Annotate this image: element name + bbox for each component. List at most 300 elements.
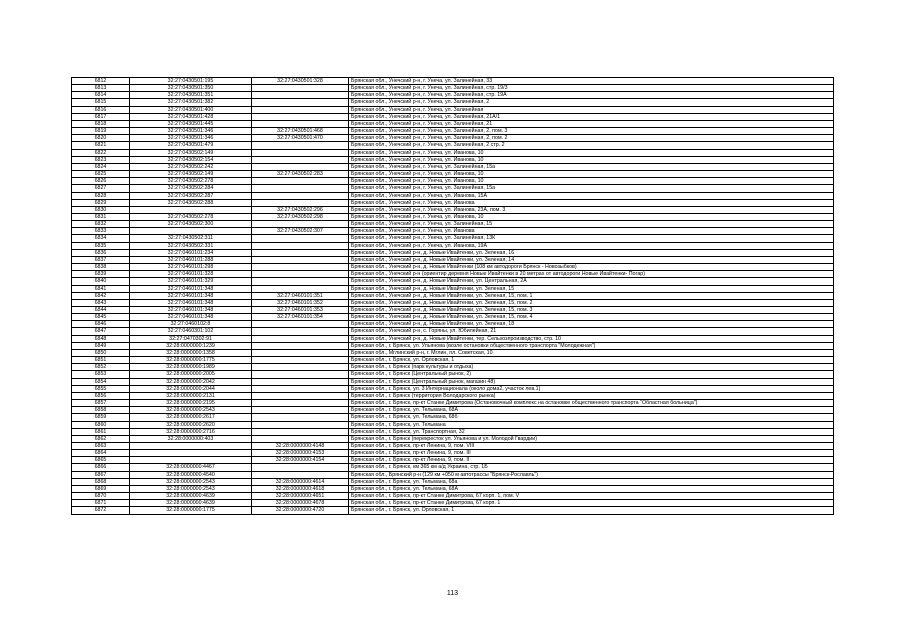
- address-cell: Брянская обл., Унечский р-н, г. Унеча, ул. Залинейная, 33: [349, 78, 834, 85]
- table-row: [72, 507, 834, 514]
- land-cadastral-number-cell: [130, 450, 252, 457]
- row-number-cell: 6867: [72, 471, 130, 478]
- page-number: 113: [446, 590, 459, 597]
- row-number-cell: 6872: [72, 507, 130, 514]
- row-number-cell: 6840: [72, 278, 130, 285]
- address-cell: Брянская обл., Унечский р-н, г. Унеча, ул. Залинейная, 15а: [349, 163, 834, 170]
- row-number-cell: 6850: [72, 349, 130, 356]
- building-cadastral-number-cell: [252, 199, 349, 206]
- row-number-cell: 6864: [72, 450, 130, 457]
- land-cadastral-number-cell: 32:28:0000000:403: [130, 435, 252, 442]
- table-row: [72, 342, 834, 349]
- table-row: [72, 264, 834, 271]
- land-cadastral-number-cell: 32:27:0430502:149: [130, 149, 252, 156]
- building-cadastral-number-cell: 32:27:0430501:468: [252, 128, 349, 135]
- address-cell: Брянская обл., Брянский р-н (129 км +050 м автотрассы "Брянск-Рославль"): [349, 471, 834, 478]
- row-number-cell: 6835: [72, 242, 130, 249]
- building-cadastral-number-cell: 32:28:0000000:4618: [252, 485, 349, 492]
- building-cadastral-number-cell: [252, 349, 349, 356]
- land-cadastral-number-cell: 32:28:0000000:4639: [130, 493, 252, 500]
- address-cell: Брянская обл., г. Брянск, ул. Ульянова (возле остановки общественного транспорта "Молодежная"): [349, 342, 834, 349]
- row-number-cell: 6815: [72, 99, 130, 106]
- table-row: [72, 235, 834, 242]
- table-row: [72, 328, 834, 335]
- building-cadastral-number-cell: [252, 285, 349, 292]
- address-cell: Брянская обл., г. Брянск (Центральный рынок, магазин 48): [349, 378, 834, 385]
- building-cadastral-number-cell: [252, 235, 349, 242]
- table-row: [72, 106, 834, 113]
- table-row: [72, 113, 834, 120]
- row-number-cell: 6852: [72, 364, 130, 371]
- row-number-cell: 6824: [72, 163, 130, 170]
- row-number-cell: 6822: [72, 149, 130, 156]
- building-cadastral-number-cell: [252, 414, 349, 421]
- land-cadastral-number-cell: [130, 206, 252, 213]
- address-cell: Брянская обл., г. Брянск, пр-кт Станке Димитрова, 67 корп. 1: [349, 500, 834, 507]
- land-cadastral-number-cell: 32:28:0000000:1989: [130, 364, 252, 371]
- land-cadastral-number-cell: 32:27:0430502:278: [130, 178, 252, 185]
- row-number-cell: 6863: [72, 442, 130, 449]
- building-cadastral-number-cell: [252, 221, 349, 228]
- land-cadastral-number-cell: 32:27:0430502:311: [130, 235, 252, 242]
- table-row: [72, 371, 834, 378]
- address-cell: Брянская обл., г. Брянск, пр-кт Ленина, 9, пом. VIII: [349, 442, 834, 449]
- address-cell: Брянская обл., Унечский р-н, д. Новые Ивайтенки, тер. Сельхозпроизводство, стр. 10: [349, 335, 834, 342]
- building-cadastral-number-cell: [252, 178, 349, 185]
- building-cadastral-number-cell: [252, 328, 349, 335]
- address-cell: Брянская обл., г. Брянск, км 365 км а/д Украина, стр. 1Б: [349, 464, 834, 471]
- building-cadastral-number-cell: [252, 435, 349, 442]
- building-cadastral-number-cell: 32:27:0460101:351: [252, 292, 349, 299]
- land-cadastral-number-cell: 32:27:0430502:242: [130, 163, 252, 170]
- address-cell: Брянская обл., Унечский р-н (ориентир деревня Новые Ивайтенки в 20 метрах от автодороги Новые Ивайтенки- Погар): [349, 271, 834, 278]
- address-cell: Брянская обл., Унечский р-н, г. Унеча, ул. Иванова, 10: [349, 171, 834, 178]
- row-number-cell: 6826: [72, 178, 130, 185]
- table-row: [72, 450, 834, 457]
- table-row: [72, 464, 834, 471]
- land-cadastral-number-cell: 32:27:0460101:348: [130, 314, 252, 321]
- address-cell: Брянская обл., Унечский р-н, д. Новые Ивайтенки, ул. Зеленая, 18: [349, 321, 834, 328]
- building-cadastral-number-cell: [252, 357, 349, 364]
- table-row: [72, 221, 834, 228]
- land-cadastral-number-cell: 32:28:0000000:1775: [130, 507, 252, 514]
- building-cadastral-number-cell: [252, 335, 349, 342]
- table-row: [72, 92, 834, 99]
- table-row: [72, 171, 834, 178]
- building-cadastral-number-cell: [252, 92, 349, 99]
- table-row: [72, 256, 834, 263]
- land-cadastral-number-cell: [130, 442, 252, 449]
- row-number-cell: 6828: [72, 192, 130, 199]
- address-cell: Брянская обл., г. Брянск, ул. Тельмана, 68а: [349, 478, 834, 485]
- land-cadastral-number-cell: 32:27:0430502:149: [130, 171, 252, 178]
- row-number-cell: 6819: [72, 128, 130, 135]
- row-number-cell: 6818: [72, 120, 130, 127]
- building-cadastral-number-cell: 32:28:0000000:4678: [252, 500, 349, 507]
- land-cadastral-number-cell: 32:28:0000000:2044: [130, 385, 252, 392]
- address-cell: Брянская обл., Унечский р-н, д. Новые Ивайтенки, ул. Зеленая, 15, пом. 1: [349, 292, 834, 299]
- table-row: [72, 435, 834, 442]
- row-number-cell: 6833: [72, 228, 130, 235]
- address-cell: Брянская обл., Унечский р-н, г. Унеча, ул. Залинейная, стр. 19/3: [349, 85, 834, 92]
- address-cell: Брянская обл., Унечский р-н, г. Унеча, ул. Залинейная, стр. 19А: [349, 92, 834, 99]
- row-number-cell: 6843: [72, 299, 130, 306]
- table-row: [72, 471, 834, 478]
- table-row: [72, 135, 834, 142]
- row-number-cell: 6871: [72, 500, 130, 507]
- building-cadastral-number-cell: 32:27:0430502:298: [252, 213, 349, 220]
- row-number-cell: 6813: [72, 85, 130, 92]
- row-number-cell: 6856: [72, 392, 130, 399]
- building-cadastral-number-cell: 32:28:0000000:4154: [252, 457, 349, 464]
- building-cadastral-number-cell: 32:27:0430502:307: [252, 228, 349, 235]
- row-number-cell: 6827: [72, 185, 130, 192]
- table-row: [72, 199, 834, 206]
- table-row: [72, 213, 834, 220]
- table-row: [72, 178, 834, 185]
- row-number-cell: 6836: [72, 249, 130, 256]
- table-row: [72, 493, 834, 500]
- row-number-cell: 6868: [72, 478, 130, 485]
- building-cadastral-number-cell: [252, 392, 349, 399]
- building-cadastral-number-cell: [252, 106, 349, 113]
- table-body: [72, 78, 834, 515]
- building-cadastral-number-cell: [252, 192, 349, 199]
- table-row: [72, 292, 834, 299]
- table-row: [72, 285, 834, 292]
- land-cadastral-number-cell: 32:27:0460301:102: [130, 328, 252, 335]
- land-cadastral-number-cell: 32:27:0470302:91: [130, 335, 252, 342]
- address-cell: Брянская обл., Унечский р-н, г. Унеча, ул. Залинейная, 15а: [349, 185, 834, 192]
- land-cadastral-number-cell: 32:28:0000000:2543: [130, 407, 252, 414]
- land-cadastral-number-cell: 32:27:0430501:346: [130, 128, 252, 135]
- address-cell: Брянская обл., Унечский р-н, г. Унеча, ул. Иванова: [349, 199, 834, 206]
- building-cadastral-number-cell: [252, 278, 349, 285]
- building-cadastral-number-cell: [252, 428, 349, 435]
- row-number-cell: 6851: [72, 357, 130, 364]
- building-cadastral-number-cell: [252, 99, 349, 106]
- building-cadastral-number-cell: [252, 156, 349, 163]
- building-cadastral-number-cell: [252, 149, 349, 156]
- building-cadastral-number-cell: [252, 371, 349, 378]
- land-cadastral-number-cell: 32:27:0430501:479: [130, 142, 252, 149]
- building-cadastral-number-cell: 32:27:0460101:352: [252, 299, 349, 306]
- building-cadastral-number-cell: [252, 421, 349, 428]
- table-row: [72, 163, 834, 170]
- address-cell: Брянская обл., Унечский р-н, д. Новые Ивайтенки, ул. Зеленая, 14: [349, 256, 834, 263]
- table-row: [72, 400, 834, 407]
- address-cell: Брянская обл., Унечский р-н, д. Новые Ивайтенки, ул. Центральная, 2А: [349, 278, 834, 285]
- row-number-cell: 6831: [72, 213, 130, 220]
- row-number-cell: 6838: [72, 264, 130, 271]
- row-number-cell: 6859: [72, 414, 130, 421]
- building-cadastral-number-cell: [252, 249, 349, 256]
- table-row: [72, 299, 834, 306]
- address-cell: Брянская обл., Унечский р-н, д. Новые Ивайтенки, ул. Зеленая, 15: [349, 285, 834, 292]
- table-row: [72, 357, 834, 364]
- table-row: [72, 407, 834, 414]
- row-number-cell: 6829: [72, 199, 130, 206]
- row-number-cell: 6848: [72, 335, 130, 342]
- table-row: [72, 149, 834, 156]
- land-cadastral-number-cell: 32:27:0460101:348: [130, 299, 252, 306]
- table-row: [72, 192, 834, 199]
- address-cell: Брянская обл., г. Брянск (территория Володарского рынка): [349, 392, 834, 399]
- registry-table: [71, 77, 834, 515]
- table-row: [72, 307, 834, 314]
- row-number-cell: 6854: [72, 378, 130, 385]
- row-number-cell: 6861: [72, 428, 130, 435]
- land-cadastral-number-cell: 32:28:0000000:2620: [130, 421, 252, 428]
- row-number-cell: 6821: [72, 142, 130, 149]
- row-number-cell: 6860: [72, 421, 130, 428]
- land-cadastral-number-cell: 32:27:0430501:346: [130, 135, 252, 142]
- address-cell: Брянская обл., г. Брянск, пр-кт Станке Димитрова, 67 корп. 1, пом. V: [349, 493, 834, 500]
- land-cadastral-number-cell: 32:28:0000000:2195: [130, 400, 252, 407]
- address-cell: Брянская обл., Унечский р-н, г. Унеча, ул. Залинейная, 13К: [349, 235, 834, 242]
- land-cadastral-number-cell: 32:27:0430501:350: [130, 85, 252, 92]
- address-cell: Брянская обл., г. Брянск, ул. Тельмана, 68А: [349, 407, 834, 414]
- table-row: [72, 85, 834, 92]
- row-number-cell: 6841: [72, 285, 130, 292]
- row-number-cell: 6855: [72, 385, 130, 392]
- table-row: [72, 142, 834, 149]
- row-number-cell: 6834: [72, 235, 130, 242]
- row-number-cell: 6869: [72, 485, 130, 492]
- address-cell: Брянская обл., г. Брянск, ул. Орловская, 1: [349, 357, 834, 364]
- address-cell: Брянская обл., Унечский р-н, д. Новые Ивайтенки (108 км автодороги Брянск - Новозыбков): [349, 264, 834, 271]
- building-cadastral-number-cell: [252, 321, 349, 328]
- row-number-cell: 6866: [72, 464, 130, 471]
- land-cadastral-number-cell: 32:28:0000000:1775: [130, 357, 252, 364]
- table-row: [72, 335, 834, 342]
- row-number-cell: 6830: [72, 206, 130, 213]
- table-row: [72, 500, 834, 507]
- address-cell: Брянская обл., Унечский р-н, г. Унеча, ул. Иванова, 10: [349, 178, 834, 185]
- building-cadastral-number-cell: [252, 271, 349, 278]
- table-row: [72, 78, 834, 85]
- table-row: [72, 228, 834, 235]
- table-row: [72, 478, 834, 485]
- address-cell: Брянская обл., Мглинский р-н, г. Мглин, пл. Советская, 10: [349, 349, 834, 356]
- building-cadastral-number-cell: 32:27:0430501:470: [252, 135, 349, 142]
- row-number-cell: 6845: [72, 314, 130, 321]
- row-number-cell: 6839: [72, 271, 130, 278]
- table-row: [72, 321, 834, 328]
- table-row: [72, 242, 834, 249]
- row-number-cell: 6816: [72, 106, 130, 113]
- row-number-cell: 6825: [72, 171, 130, 178]
- row-number-cell: 6862: [72, 435, 130, 442]
- table-row: [72, 428, 834, 435]
- land-cadastral-number-cell: 32:28:0000000:2716: [130, 428, 252, 435]
- table-row: [72, 271, 834, 278]
- address-cell: Брянская обл., Унечский р-н, г. Унеча, ул. Залинейная, 2, пом. 2: [349, 135, 834, 142]
- building-cadastral-number-cell: [252, 113, 349, 120]
- building-cadastral-number-cell: [252, 400, 349, 407]
- building-cadastral-number-cell: [252, 407, 349, 414]
- table-row: [72, 385, 834, 392]
- address-cell: Брянская обл., г. Брянск (Центральный рынок, 2): [349, 371, 834, 378]
- land-cadastral-number-cell: 32:28:0000000:2131: [130, 392, 252, 399]
- address-cell: Брянская обл., г. Брянск, ул. Тельмана, 68б: [349, 414, 834, 421]
- table-row: [72, 349, 834, 356]
- table-row: [72, 364, 834, 371]
- address-cell: Брянская обл., Унечский р-н, г. Унеча, ул. Иванова, 10: [349, 149, 834, 156]
- row-number-cell: 6847: [72, 328, 130, 335]
- land-cadastral-number-cell: 32:27:0430501:351: [130, 92, 252, 99]
- land-cadastral-number-cell: 32:27:0430502:154: [130, 156, 252, 163]
- address-cell: Брянская обл., Унечский р-н, г. Унеча, ул. Иванова, 10: [349, 156, 834, 163]
- land-cadastral-number-cell: 32:28:0000000:1239: [130, 342, 252, 349]
- building-cadastral-number-cell: [252, 242, 349, 249]
- building-cadastral-number-cell: [252, 142, 349, 149]
- land-cadastral-number-cell: 32:27:0460101:329: [130, 278, 252, 285]
- building-cadastral-number-cell: [252, 120, 349, 127]
- address-cell: Брянская обл., Унечский р-н, д. Новые Ивайтенки, ул. Зеленая, 15, пом. 3: [349, 307, 834, 314]
- address-cell: Брянская обл., Унечский р-н, с. Горяны, ул. Юбилейная, 21: [349, 328, 834, 335]
- land-cadastral-number-cell: 32:28:0000000:2042: [130, 378, 252, 385]
- row-number-cell: 6820: [72, 135, 130, 142]
- address-cell: Брянская обл., г. Брянск, ул. 3 Интернационала (около дома2, участок лев.1): [349, 385, 834, 392]
- address-cell: Брянская обл., г. Брянск, ул. Транспортная, 32: [349, 428, 834, 435]
- address-cell: Брянская обл., Унечский р-н, г. Унеча, ул. Иванова, 15А: [349, 192, 834, 199]
- building-cadastral-number-cell: [252, 163, 349, 170]
- land-cadastral-number-cell: 32:28:0000000:4540: [130, 471, 252, 478]
- building-cadastral-number-cell: 32:27:0460101:354: [252, 314, 349, 321]
- table-row: [72, 99, 834, 106]
- building-cadastral-number-cell: [252, 464, 349, 471]
- row-number-cell: 6844: [72, 307, 130, 314]
- table-row: [72, 206, 834, 213]
- building-cadastral-number-cell: [252, 471, 349, 478]
- land-cadastral-number-cell: 32:27:0460102:8: [130, 321, 252, 328]
- land-cadastral-number-cell: 32:27:0460101:348: [130, 285, 252, 292]
- building-cadastral-number-cell: 32:28:0000000:4720: [252, 507, 349, 514]
- land-cadastral-number-cell: 32:27:0430501:400: [130, 106, 252, 113]
- building-cadastral-number-cell: 32:28:0000000:4153: [252, 450, 349, 457]
- land-cadastral-number-cell: 32:28:0000000:4467: [130, 464, 252, 471]
- building-cadastral-number-cell: 32:28:0000000:4614: [252, 478, 349, 485]
- building-cadastral-number-cell: [252, 85, 349, 92]
- land-cadastral-number-cell: 32:27:0430502:331: [130, 242, 252, 249]
- row-number-cell: 6870: [72, 493, 130, 500]
- table-row: [72, 249, 834, 256]
- building-cadastral-number-cell: [252, 256, 349, 263]
- building-cadastral-number-cell: [252, 185, 349, 192]
- address-cell: Брянская обл., Унечский р-н, г. Унеча, ул. Залинейная, 15: [349, 221, 834, 228]
- table-row: [72, 120, 834, 127]
- land-cadastral-number-cell: 32:27:0460101:234: [130, 249, 252, 256]
- row-number-cell: 6846: [72, 321, 130, 328]
- row-number-cell: 6814: [72, 92, 130, 99]
- land-cadastral-number-cell: 32:28:0000000:2543: [130, 485, 252, 492]
- building-cadastral-number-cell: [252, 385, 349, 392]
- table-row: [72, 185, 834, 192]
- row-number-cell: 6842: [72, 292, 130, 299]
- land-cadastral-number-cell: 32:28:0000000:4639: [130, 500, 252, 507]
- address-cell: Брянская обл., Унечский р-н, д. Новые Ивайтенки, ул. Зеленая, 15, пом. 4: [349, 314, 834, 321]
- building-cadastral-number-cell: [252, 364, 349, 371]
- table-row: [72, 392, 834, 399]
- table-row: [72, 378, 834, 385]
- address-cell: Брянская обл., Унечский р-н, г. Унеча, ул. Залинейная, 2, пом. 3: [349, 128, 834, 135]
- table-row: [72, 421, 834, 428]
- address-cell: Брянская обл., Унечский р-н, г. Унеча, ул. Иванова: [349, 228, 834, 235]
- table-row: [72, 128, 834, 135]
- table-row: [72, 414, 834, 421]
- land-cadastral-number-cell: 32:27:0460101:328: [130, 271, 252, 278]
- building-cadastral-number-cell: [252, 264, 349, 271]
- address-cell: Брянская обл., Унечский р-н, г. Унеча, ул. Иванова, 23А, пом. 3: [349, 206, 834, 213]
- row-number-cell: 6857: [72, 400, 130, 407]
- land-cadastral-number-cell: 32:27:0430502:300: [130, 221, 252, 228]
- building-cadastral-number-cell: 32:28:0000000:4651: [252, 493, 349, 500]
- land-cadastral-number-cell: [130, 457, 252, 464]
- address-cell: Брянская обл., Унечский р-н, д. Новые Ивайтенки, ул. Зеленая, 15, пом. 2: [349, 299, 834, 306]
- row-number-cell: 6823: [72, 156, 130, 163]
- address-cell: Брянская обл., Унечский р-н, г. Унеча, ул. Иванова, 10: [349, 213, 834, 220]
- land-cadastral-number-cell: 32:27:0430502:284: [130, 185, 252, 192]
- table-row: [72, 156, 834, 163]
- building-cadastral-number-cell: 32:28:0000000:4148: [252, 442, 349, 449]
- address-cell: Брянская обл., Унечский р-н, г. Унеча, ул. Залинейная: [349, 106, 834, 113]
- address-cell: Брянская обл., Унечский р-н, г. Унеча, ул. Залинейная, 2 стр. 2: [349, 142, 834, 149]
- land-cadastral-number-cell: 32:27:0430502:287: [130, 192, 252, 199]
- address-cell: Брянская обл., г. Брянск, ул. Тельмана, 68А: [349, 485, 834, 492]
- land-cadastral-number-cell: 32:27:0430501:382: [130, 99, 252, 106]
- address-cell: Брянская обл., Унечский р-н, г. Унеча, ул. Иванова, 19А: [349, 242, 834, 249]
- address-cell: Брянская обл., г. Брянск, пр-кт Ленина, 9, пом. II: [349, 457, 834, 464]
- address-cell: Брянская обл., г. Брянск, ул. Орловская, 1: [349, 507, 834, 514]
- address-cell: Брянская обл., Унечский р-н, г. Унеча, ул. Залинейная, 2: [349, 99, 834, 106]
- land-cadastral-number-cell: 32:27:0460101:298: [130, 264, 252, 271]
- building-cadastral-number-cell: 32:27:0460101:353: [252, 307, 349, 314]
- address-cell: Брянская обл., г. Брянск, пр-кт Ленина, 9, пом. III: [349, 450, 834, 457]
- address-cell: Брянская обл., г. Брянск (парк культуры и отдыха): [349, 364, 834, 371]
- table-row: [72, 485, 834, 492]
- land-cadastral-number-cell: 32:27:0430502:288: [130, 199, 252, 206]
- row-number-cell: 6849: [72, 342, 130, 349]
- land-cadastral-number-cell: 32:27:0430501:445: [130, 120, 252, 127]
- building-cadastral-number-cell: 32:27:0430502:283: [252, 171, 349, 178]
- address-cell: Брянская обл., Унечский р-н, г. Унеча, ул. Залинейная, 21: [349, 120, 834, 127]
- row-number-cell: 6812: [72, 78, 130, 85]
- building-cadastral-number-cell: [252, 342, 349, 349]
- address-cell: Брянская обл., г. Брянск, пр-кт Станке Димитрова (Остановочный комплекс на остановке общественного транспорта "Областная больница"): [349, 400, 834, 407]
- row-number-cell: 6832: [72, 221, 130, 228]
- land-cadastral-number-cell: 32:27:0430501:428: [130, 113, 252, 120]
- land-cadastral-number-cell: 32:27:0460101:288: [130, 256, 252, 263]
- land-cadastral-number-cell: 32:27:0430502:278: [130, 213, 252, 220]
- building-cadastral-number-cell: 32:27:0430502:296: [252, 206, 349, 213]
- table-row: [72, 457, 834, 464]
- building-cadastral-number-cell: [252, 378, 349, 385]
- table-row: [72, 278, 834, 285]
- land-cadastral-number-cell: 32:27:0430501:195: [130, 78, 252, 85]
- address-cell: Брянская обл., г. Брянск (перекресток ул. Ульянова и ул. Молодой Гвардии): [349, 435, 834, 442]
- row-number-cell: 6858: [72, 407, 130, 414]
- address-cell: Брянская обл., Унечский р-н, г. Унеча, ул. Залинейная, 21А/1: [349, 113, 834, 120]
- land-cadastral-number-cell: 32:27:0460101:348: [130, 292, 252, 299]
- land-cadastral-number-cell: 32:28:0000000:2005: [130, 371, 252, 378]
- row-number-cell: 6817: [72, 113, 130, 120]
- land-cadastral-number-cell: 32:28:0000000:2617: [130, 414, 252, 421]
- row-number-cell: 6837: [72, 256, 130, 263]
- building-cadastral-number-cell: 32:27:0430501:328: [252, 78, 349, 85]
- land-cadastral-number-cell: 32:28:0000000:2543: [130, 478, 252, 485]
- row-number-cell: 6853: [72, 371, 130, 378]
